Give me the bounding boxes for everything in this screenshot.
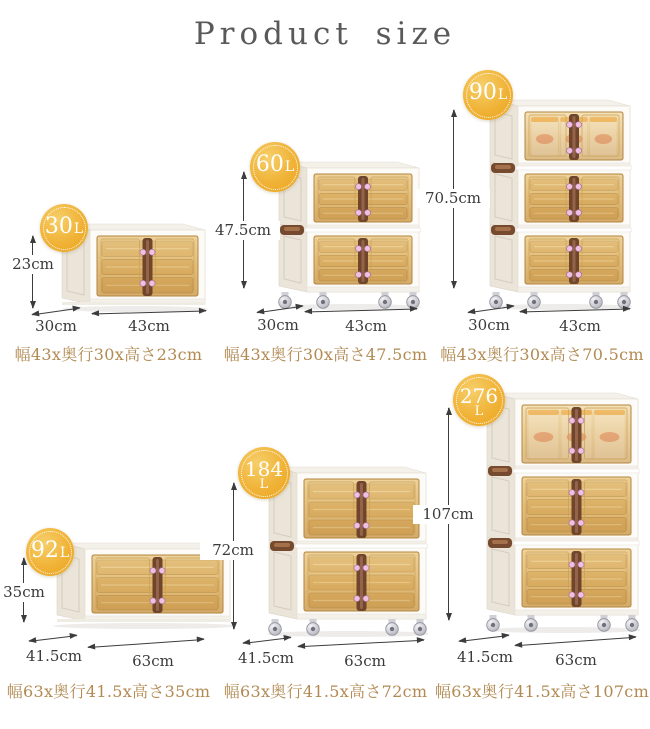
width-dimension-label: 43cm (559, 317, 601, 335)
height-dimension-label: 23cm (5, 255, 61, 274)
badge-value: 30 (44, 214, 73, 239)
product-size-caption: 幅63x奥行41.5x高さ72cm (223, 682, 428, 701)
depth-dimension-label: 30cm (257, 316, 299, 334)
width-dimension-label: 43cm (128, 317, 170, 335)
height-dimension-label: 70.5cm (416, 189, 490, 208)
depth-dimension-label: 41.5cm (237, 649, 295, 667)
badge-value: 92 (30, 538, 59, 563)
width-dimension-arrow (88, 639, 204, 648)
badge-value: 60 (255, 152, 284, 177)
badge-unit: L (73, 221, 84, 237)
depth-dimension-label: 41.5cm (456, 648, 514, 666)
capacity-badge (26, 528, 74, 576)
height-dimension-label: 35cm (0, 583, 52, 602)
badge-unit: L (259, 476, 269, 492)
depth-dimension-arrow (29, 635, 77, 642)
storage-box-illustration (475, 391, 640, 633)
capacity-badge (250, 142, 300, 192)
badge-value: 276 (459, 383, 499, 408)
product-size-caption: 幅63x奥行41.5x高さ107cm (434, 682, 650, 701)
capacity-badge (463, 70, 513, 120)
badge-unit: L (59, 545, 70, 561)
depth-dimension-arrow (459, 635, 509, 642)
height-dimension-label: 47.5cm (206, 221, 280, 240)
depth-dimension-label: 30cm (35, 317, 77, 335)
badge-value: 184 (244, 456, 284, 481)
product-size-caption: 幅43x奥行30x高さ47.5cm (223, 345, 428, 364)
badge-unit: L (284, 159, 295, 175)
badge-unit: L (497, 87, 508, 103)
capacity-badge (40, 204, 88, 252)
width-dimension-label: 63cm (344, 652, 386, 670)
width-dimension-label: 63cm (132, 652, 174, 670)
capacity-badge (238, 447, 290, 499)
width-dimension-arrow (298, 640, 424, 648)
page-title: Product size (193, 16, 457, 52)
product-size-caption: 幅63x奥行41.5x高さ35cm (6, 682, 211, 701)
width-dimension-label: 63cm (555, 651, 597, 669)
depth-dimension-label: 41.5cm (25, 647, 83, 665)
width-dimension-label: 43cm (345, 317, 387, 335)
width-dimension-arrow (515, 637, 636, 646)
product-size-caption: 幅43x奥行30x高さ70.5cm (440, 345, 644, 364)
depth-dimension-arrow (243, 637, 291, 644)
product-size-caption: 幅43x奥行30x高さ23cm (14, 345, 203, 364)
depth-dimension-label: 30cm (468, 316, 510, 334)
badge-value: 90 (468, 80, 497, 105)
height-dimension-label: 107cm (413, 505, 483, 524)
storage-box-illustration (478, 98, 632, 310)
capacity-badge (453, 374, 505, 426)
height-dimension-label: 72cm (200, 541, 266, 560)
badge-unit: L (474, 403, 484, 419)
